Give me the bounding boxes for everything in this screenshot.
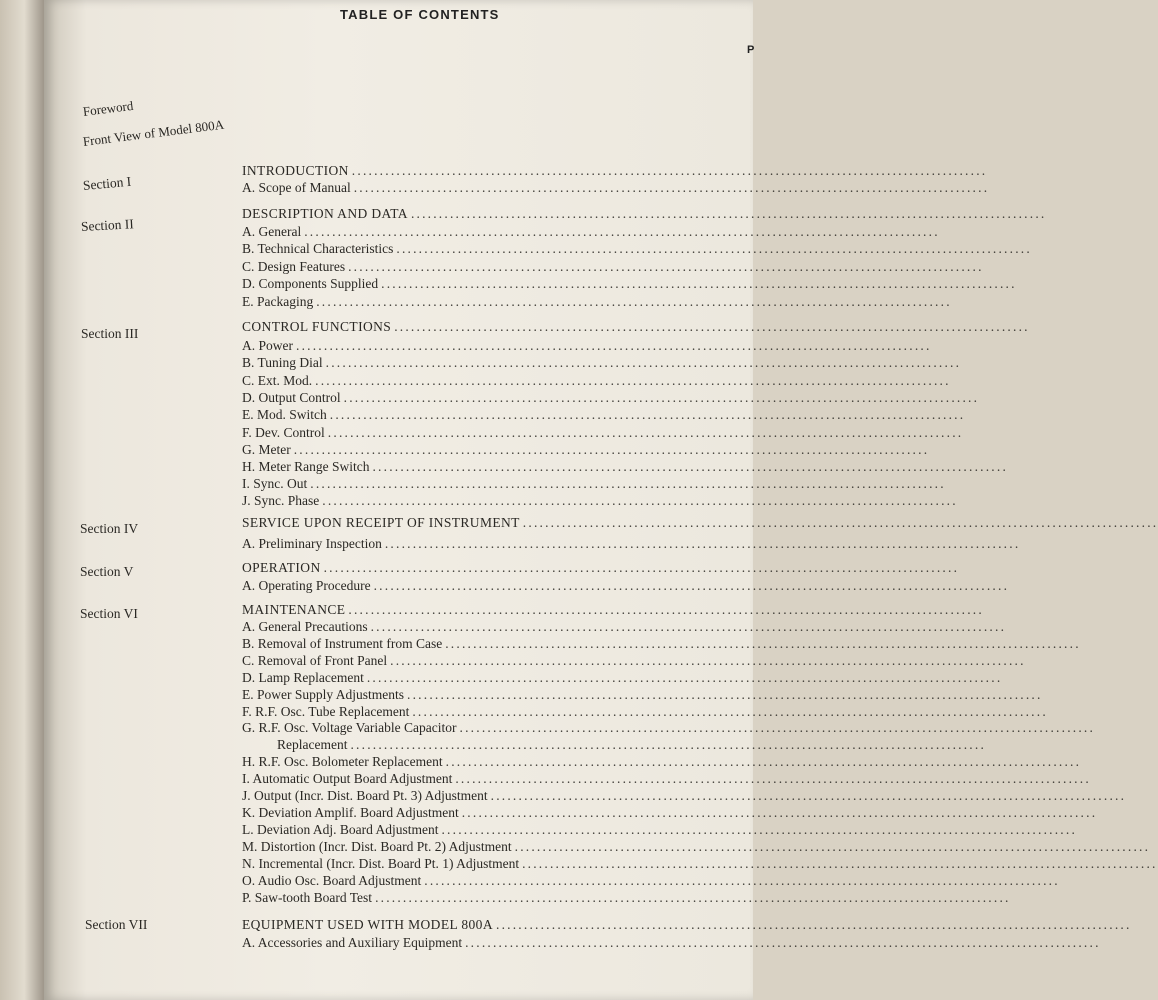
front-view-entry: Front View of Model 800A [82,116,225,149]
page-title: TABLE OF CONTENTS [340,7,500,22]
dot-leader: .................................................................................................................. [370,619,1007,634]
dot-leader: .................................................................................................................. [441,822,1078,837]
toc-item: B. Tuning Dial .................................................................................................................. [242,355,962,370]
dot-leader: .................................................................................................................. [465,935,1101,950]
dot-leader: .................................................................................................................. [490,788,1127,803]
section-label: Section VII [85,917,148,932]
dot-leader: .................................................................................................................. [445,754,1082,769]
dot-leader: .................................................................................................................. [373,578,1010,593]
toc-item: A. Preliminary Inspection .................................................................................................................. [242,536,1021,551]
dot-leader: .................................................................................................................. [350,737,987,752]
dot-leader: .................................................................................................................. [353,180,990,195]
page-column-header: P [747,44,755,56]
toc-item: C. Ext. Mod. .................................................................................................................. [242,373,951,388]
previous-page-edge [0,0,44,1000]
dot-leader: .................................................................................................................. [310,476,946,491]
toc-item: K. Deviation Amplif. Board Adjustment .................................................................................................................. [242,805,1098,820]
document-page [44,0,1158,1000]
toc-item: A. Scope of Manual .................................................................................................................. [242,180,990,195]
toc-item: E. Mod. Switch .................................................................................................................. [242,407,966,422]
dot-leader: .................................................................................................................. [366,670,1003,685]
toc-item: C. Removal of Front Panel .................................................................................................................. [242,653,1026,668]
section-label: Section III [81,326,139,341]
toc-item: G. R.F. Osc. Voltage Variable Capacitor .................................................................................................................. [242,720,1096,735]
toc-heading: CONTROL FUNCTIONS .................................................................................................................. [242,319,1030,334]
toc-item: I. Sync. Out .................................................................................................................. [242,476,946,491]
toc-item: E. Power Supply Adjustments .................................................................................................................. [242,687,1043,702]
dot-leader: .................................................................................................................. [459,720,1096,735]
dot-leader: .................................................................................................................. [522,515,1158,530]
dot-leader: .................................................................................................................. [351,163,988,178]
dot-leader: .................................................................................................................. [445,636,1081,651]
dot-leader: .................................................................................................................. [394,319,1030,334]
toc-item: F. R.F. Osc. Tube Replacement .................................................................................................................. [242,704,1048,719]
toc-item: B. Removal of Instrument from Case .................................................................................................................. [242,636,1081,651]
dot-leader: .................................................................................................................. [410,206,1047,221]
toc-item-continued: Replacement .................................................................................................................. [277,737,987,752]
dot-leader: .................................................................................................................. [329,407,966,422]
dot-leader: .................................................................................................................. [496,917,1132,932]
section-label: Section I [82,173,132,193]
dot-leader: .................................................................................................................. [407,687,1043,702]
toc-item: F. Dev. Control .................................................................................................................. [242,425,964,440]
toc-item: D. Lamp Replacement .................................................................................................................. [242,670,1003,685]
toc-item: A. Operating Procedure .................................................................................................................. [242,578,1010,593]
toc-item: D. Output Control .................................................................................................................. [242,390,980,405]
toc-item: O. Audio Osc. Board Adjustment .................................................................................................................. [242,873,1060,888]
dot-leader: .................................................................................................................. [293,442,930,457]
dot-leader: .................................................................................................................. [424,873,1060,888]
dot-leader: .................................................................................................................. [315,373,951,388]
dot-leader: .................................................................................................................. [322,493,958,508]
dot-leader: .................................................................................................................. [455,771,1091,786]
dot-leader: .................................................................................................................. [348,602,984,617]
toc-item: P. Saw-tooth Board Test .................................................................................................................. [242,890,1011,905]
section-label: Section II [80,216,135,234]
toc-item: M. Distortion (Incr. Dist. Board Pt. 2) Adjustment .................................................................................................................. [242,839,1151,854]
dot-leader: .................................................................................................................. [304,224,940,239]
dot-leader: .................................................................................................................. [514,839,1151,854]
toc-item: J. Sync. Phase .................................................................................................................. [242,493,958,508]
dot-leader: .................................................................................................................. [323,560,960,575]
toc-item: J. Output (Incr. Dist. Board Pt. 3) Adjustment .................................................................................................................. [242,788,1127,803]
toc-item: G. Meter .................................................................................................................. [242,442,930,457]
toc-heading: INTRODUCTION .................................................................................................................. [242,163,988,178]
dot-leader: .................................................................................................................. [372,459,1009,474]
toc-item: A. General Precautions .................................................................................................................. [242,619,1007,634]
dot-leader: .................................................................................................................. [461,805,1098,820]
toc-item: N. Incremental (Incr. Dist. Board Pt. 1) Adjustment .................................................................................................................. [242,856,1158,871]
toc-heading: SERVICE UPON RECEIPT OF INSTRUMENT .................................................................................................................. [242,515,1158,530]
toc-item: B. Technical Characteristics .................................................................................................................. [242,241,1032,256]
toc-item: H. Meter Range Switch .................................................................................................................. [242,459,1009,474]
toc-item: C. Design Features .................................................................................................................. [242,259,984,274]
dot-leader: .................................................................................................................. [412,704,1048,719]
toc-item: I. Automatic Output Board Adjustment .................................................................................................................. [242,771,1091,786]
dot-leader: .................................................................................................................. [381,276,1017,291]
toc-heading: DESCRIPTION AND DATA .................................................................................................................. [242,206,1047,221]
toc-item: H. R.F. Osc. Bolometer Replacement .................................................................................................................. [242,754,1082,769]
dot-leader: .................................................................................................................. [327,425,964,440]
dot-leader: .................................................................................................................. [343,390,980,405]
toc-item: L. Deviation Adj. Board Adjustment .................................................................................................................. [242,822,1078,837]
foreword-entry: Foreword [82,97,135,119]
section-label: Section V [80,564,134,579]
toc-item: A. Accessories and Auxiliary Equipment .................................................................................................................. [242,935,1101,950]
dot-leader: .................................................................................................................. [522,856,1158,871]
section-label: Section VI [80,606,138,621]
toc-heading: OPERATION .................................................................................................................. [242,560,960,575]
dot-leader: .................................................................................................................. [348,259,984,274]
dot-leader: .................................................................................................................. [375,890,1011,905]
toc-item: D. Components Supplied .................................................................................................................. [242,276,1017,291]
toc-item: E. Packaging .................................................................................................................. [242,294,952,309]
toc-heading: EQUIPMENT USED WITH MODEL 800A .................................................................................................................. [242,917,1132,932]
toc-heading: MAINTENANCE .................................................................................................................. [242,602,984,617]
dot-leader: .................................................................................................................. [325,355,962,370]
dot-leader: .................................................................................................................. [384,536,1021,551]
section-label: Section IV [80,521,139,536]
toc-item: A. General .................................................................................................................. [242,224,940,239]
dot-leader: .................................................................................................................. [390,653,1026,668]
toc-item: A. Power .................................................................................................................. [242,338,932,353]
dot-leader: .................................................................................................................. [316,294,952,309]
dot-leader: .................................................................................................................. [396,241,1032,256]
dot-leader: .................................................................................................................. [296,338,932,353]
